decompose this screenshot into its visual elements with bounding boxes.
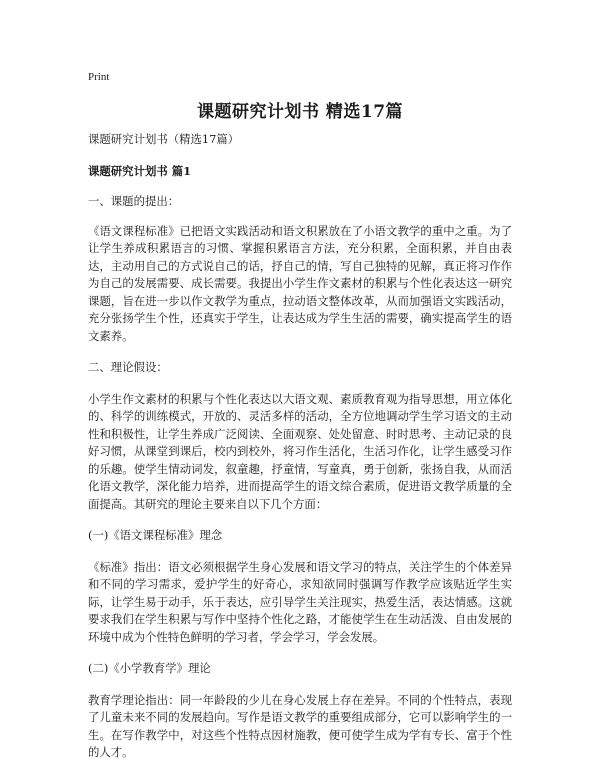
subsection-2-heading: (二)《小学教育学》理论 [88, 661, 211, 675]
document-subtitle: 课题研究计划书（精选17篇） [88, 132, 240, 146]
paragraph-3: 《标准》指出：语文必须根据学生身心发展和语文学习的特点，关注学生的个体差异和不同的学习需求，爱护学生的好奇心，求知欲同时强调写作教学应该贴近学生实际，让学生易于动手，乐于表达，应引导学生关注现实，热爱生活，表达情感。这就要求我们在学生积累与写作中坚持个性化之路，才能使学生在生动活泼、自由发展的环境中成为个性特色鲜明的学习者，学会学习，学会发展。 [88, 559, 512, 644]
print-link[interactable]: Print [88, 71, 110, 83]
paragraph-4: 教育学理论指出：同一年龄段的少儿在身心发展上存在差异。不同的个性特点，表现了儿童未来不同的发展趋向。写作是语文教学的重要组成部分，它可以影响学生的一生。在写作教学中，对这些个性特点因材施教，便可使学生成为学有专长、富于个性的人才。 [88, 692, 512, 759]
part2-heading: 二、理论假设： [88, 360, 168, 374]
subsection-1-heading: (一)《语文课程标准》理念 [88, 528, 223, 542]
section-heading: 课题研究计划书 篇1 [88, 163, 192, 178]
paragraph-1: 《语文课程标准》已把语文实践活动和语文积累放在了小语文教学的重中之重。为了让学生养成积累语言的习惯、掌握积累语言方法，充分积累，全面积累，并自由表达，主动用自己的方式说自己的话，抒自己的情，写自己独特的见解，真正将习作作为自己的发展需要、成长需要。我提出小学生作文素材的积累与个性化表达这一研究课题，旨在进一步以作文教学为重点，拉动语文整体改革，从而加强语文实践活动，充分张扬学生个性，还真实于学生，让表达成为学生生活的需要，确实提高学生的语文素养。 [88, 223, 512, 343]
page-title: 课题研究计划书 精选17篇 [196, 102, 404, 122]
paragraph-2: 小学生作文素材的积累与个性化表达以大语文观、素质教育观为指导思想，用立体化的、科学的训练模式，开放的、灵活多样的活动，全方位地调动学生学习语文的主动性和积极性，让学生养成广泛阅读、全面观察、处处留意、时时思考、主动记录的良好习惯，从课堂到课后，校内到校外，将习作生活化，生活习作化，让学生感受习作的乐趣。使学生情动词发，叙童趣，抒童情，写童真，勇于创新，张扬自我，从而活化语文教学，深化能力培养，进而提高学生的语文综合素质，促进语文教学质量的全面提高。其研究的理论主要来自以下几个方面： [88, 391, 512, 511]
part1-heading: 一、课题的提出： [88, 194, 180, 208]
document-body [88, 131, 512, 762]
